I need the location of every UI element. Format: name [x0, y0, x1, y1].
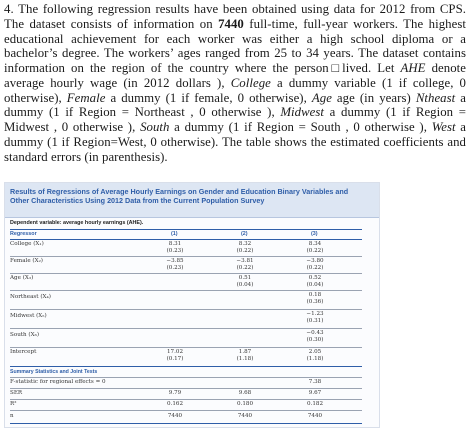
cell [295, 258, 335, 272]
question-part: a dummy (1 if Region = South , 0 otherwise ), [169, 120, 432, 134]
row-label-female: Female (X₂) [10, 258, 43, 264]
row-label-age: Age (X₃) [10, 275, 34, 281]
var-midwest: Midwest [280, 105, 325, 120]
cell: 0.180 [236, 401, 253, 407]
var-south: South [140, 120, 170, 134]
rule [10, 399, 362, 400]
question-part: age (in years) [331, 90, 416, 105]
coef: 8.32 [238, 241, 252, 247]
column-header-2: (2) [241, 231, 248, 237]
coef: 8.34 [308, 241, 322, 247]
cell [295, 311, 335, 325]
cell: 0.162 [166, 401, 183, 407]
cell: 0.182 [306, 401, 323, 407]
coef: 2.05 [308, 349, 322, 355]
coef: −1.23 [306, 311, 324, 317]
cell [295, 330, 335, 344]
row-label-n: n [10, 413, 14, 419]
table-title: Results of Regressions of Average Hourly Earnings on Gender and Education Binary Variables and Other Characteristics Using 2012 Data from the Current Population Survey [10, 187, 349, 205]
rule [10, 377, 362, 378]
coef: −0.43 [306, 330, 324, 336]
rule [10, 328, 362, 329]
std-error: (0.23) [166, 248, 184, 255]
question-part: 4. The following regression results have been obtained using data for 2012 from CPS. The dataset consists of information on [4, 2, 466, 31]
question-part: denote average hourly wage (in 2012 dollars ), [4, 61, 467, 90]
rule [10, 239, 362, 240]
std-error: (0.04) [306, 282, 324, 289]
cell: 7440 [237, 413, 253, 419]
rule [10, 309, 362, 310]
rule [10, 347, 362, 348]
cell [295, 292, 335, 306]
std-error: (0.22) [236, 248, 254, 255]
coef: 0.18 [308, 292, 322, 298]
table-title-band [5, 183, 379, 218]
coef: −3.85 [166, 258, 184, 264]
cell [155, 258, 195, 272]
row-label-midwest: Midwest (X₅) [10, 313, 47, 319]
row-label-intercept: Intercept [10, 349, 37, 355]
question-part: a dummy (1 if Region = Northeast , 0 otherwise ), [4, 90, 467, 120]
std-error: (1.18) [236, 356, 254, 363]
row-label-f-statistic: F-statistic for regional effects = 0 [10, 379, 106, 385]
cell [295, 349, 335, 363]
cell: 7.38 [308, 379, 322, 385]
coef: −3.81 [236, 258, 254, 264]
std-error: (0.30) [306, 337, 324, 344]
question-part: a dummy (1 if Region = Midwest , 0 otherwise ), [4, 105, 466, 134]
regression-table-figure [4, 182, 380, 428]
row-label-ser: SER [10, 390, 23, 396]
rule [10, 423, 362, 424]
coef: 8.31 [168, 241, 182, 247]
cell [295, 275, 335, 289]
var-ntheast: Ntheast [415, 90, 456, 105]
sample-size: 7440 [218, 16, 244, 31]
missing-glyph: □ [328, 61, 343, 75]
column-header-3: (3) [311, 231, 318, 237]
std-error: (0.17) [166, 356, 184, 363]
rule [10, 366, 362, 367]
question-part: a dummy (1 if female, 0 otherwise), [105, 90, 312, 105]
regressor-header: Regressor [10, 231, 37, 237]
std-error: (0.31) [306, 318, 324, 325]
question-part: a dummy (1 if Region=West, 0 otherwise). The table shows the estimated coefficients and standard errors (in parenthesis). [4, 120, 467, 164]
dependent-variable: Dependent variable: average hourly earnings (AHE). [10, 220, 144, 226]
std-error: (0.36) [306, 299, 324, 306]
cell: 9.79 [168, 390, 182, 396]
std-error: (0.22) [306, 248, 324, 255]
rule [10, 256, 362, 257]
std-error: (0.22) [306, 265, 324, 272]
cell [225, 258, 265, 272]
std-error: (1.18) [306, 356, 324, 363]
question-part: full-time, full-year workers. The highest educational achievement for each worker was either a high school diploma or a bachelor’s degree. The workers’ ages ranged from 25 to 34 years. The dataset contains information on the region of the country where the person [4, 16, 466, 75]
coef: 0.51 [238, 275, 252, 281]
coef: 17.02 [166, 349, 183, 355]
coef: 0.52 [308, 275, 322, 281]
row-label-northeast: Northeast (X₄) [10, 294, 51, 300]
rule [10, 273, 362, 274]
var-west: West [431, 120, 456, 134]
cell: 9.68 [238, 390, 252, 396]
cell [155, 349, 195, 363]
question-part: a dummy variable (1 if college, 0 otherwise), [4, 75, 467, 105]
cell: 7440 [307, 413, 323, 419]
rule [10, 410, 362, 411]
var-ahe: AHE [400, 61, 426, 75]
rule [10, 388, 362, 389]
row-label-college: College (X₁) [10, 241, 44, 247]
cell [225, 275, 265, 289]
cell [225, 349, 265, 363]
std-error: (0.23) [166, 265, 184, 272]
coef: −3.80 [306, 258, 324, 264]
cell [225, 241, 265, 255]
cell [155, 241, 195, 255]
std-error: (0.04) [236, 282, 254, 289]
cell: 9.67 [308, 390, 322, 396]
coef: 1.87 [238, 349, 252, 355]
cell [295, 241, 335, 255]
std-error: (0.22) [236, 265, 254, 272]
var-female: Female [66, 90, 106, 105]
rule [10, 290, 362, 291]
question-text [4, 2, 466, 164]
column-header-1: (1) [171, 231, 178, 237]
var-college: College [230, 75, 271, 90]
summary-statistics-header: Summary Statistics and Joint Tests [10, 369, 98, 375]
question-part: lived. Let [342, 61, 401, 75]
rule [10, 229, 362, 230]
row-label-r-squared: R² [10, 401, 17, 407]
cell: 7440 [167, 413, 183, 419]
row-label-south: South (X₆) [10, 332, 40, 338]
var-age: Age [311, 90, 332, 105]
